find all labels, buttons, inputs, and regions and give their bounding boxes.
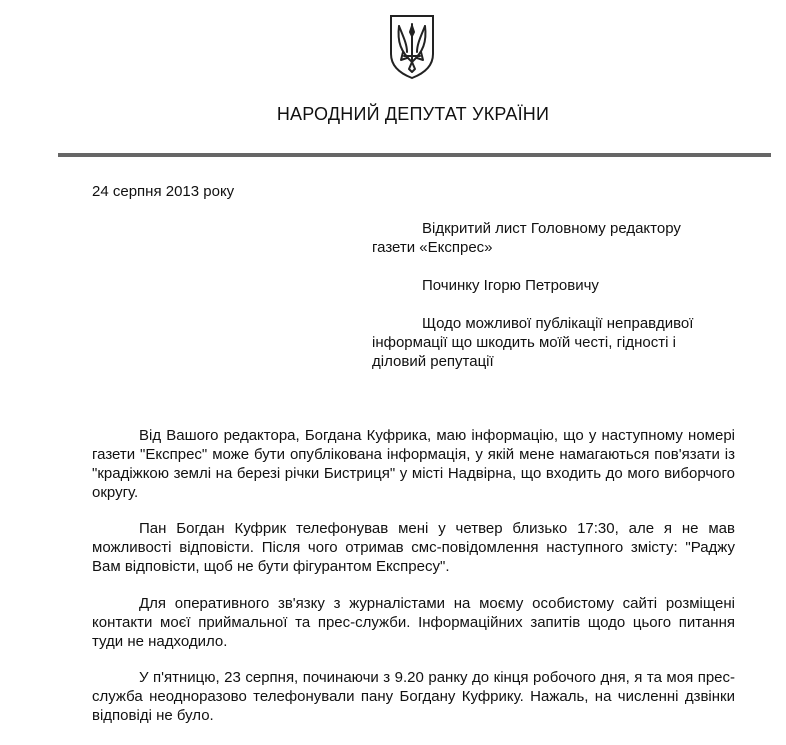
address-line: Відкритий лист Головному редактору xyxy=(422,220,681,237)
body-paragraph: Пан Богдан Куфрик телефонував мені у четвер близько 17:30, але я не мав можливості відповісти. Після чого отримав смс-повідомлення наступного змісту: "Раджу Вам відповісти, щоб не бути фігурантом Експресу". xyxy=(92,520,735,575)
letter-date: 24 серпня 2013 року xyxy=(92,183,235,200)
address-regarding xyxy=(372,314,732,371)
page-title: НАРОДНИЙ ДЕПУТАТ УКРАЇНИ xyxy=(276,104,550,124)
address-subject xyxy=(372,219,732,257)
body-paragraph: У п'ятницю, 23 серпня, починаючи з 9.20 ранку до кінця робочого дня, я та моя прес-служба неодноразово телефонували пану Богдану Куфрику. Нажаль, на численні дзвінки відповіді не було. xyxy=(92,669,735,724)
body-paragraph: Для оперативного зв'язку з журналістами на моєму особистому сайті розміщені контакти моєї приймальної та прес-служби. Інформаційних запитів щодо цього питання туди не надходило. xyxy=(92,595,735,650)
address-line: Починку Ігорю Петровичу xyxy=(422,277,599,294)
body-paragraph: Від Вашого редактора, Богдана Куфрика, маю інформацію, що у наступному номері газети "Експрес" може бути опублікована інформація, у якій мене намагаються пов'язати із "крадіжкою землі на березі річки Бистриця" у місті Надвірна, що входить до мого виборчого округу. xyxy=(92,427,735,501)
header-divider xyxy=(58,153,771,157)
address-line: Щодо можливої публікації неправдивої xyxy=(422,315,694,332)
address-line: газети «Експрес» xyxy=(372,239,493,256)
address-recipient xyxy=(372,276,732,295)
address-line: інформації що шкодить моїй честі, гідності і xyxy=(372,334,676,351)
address-line: діловий репутації xyxy=(372,353,494,370)
coat-of-arms-icon xyxy=(389,14,435,80)
